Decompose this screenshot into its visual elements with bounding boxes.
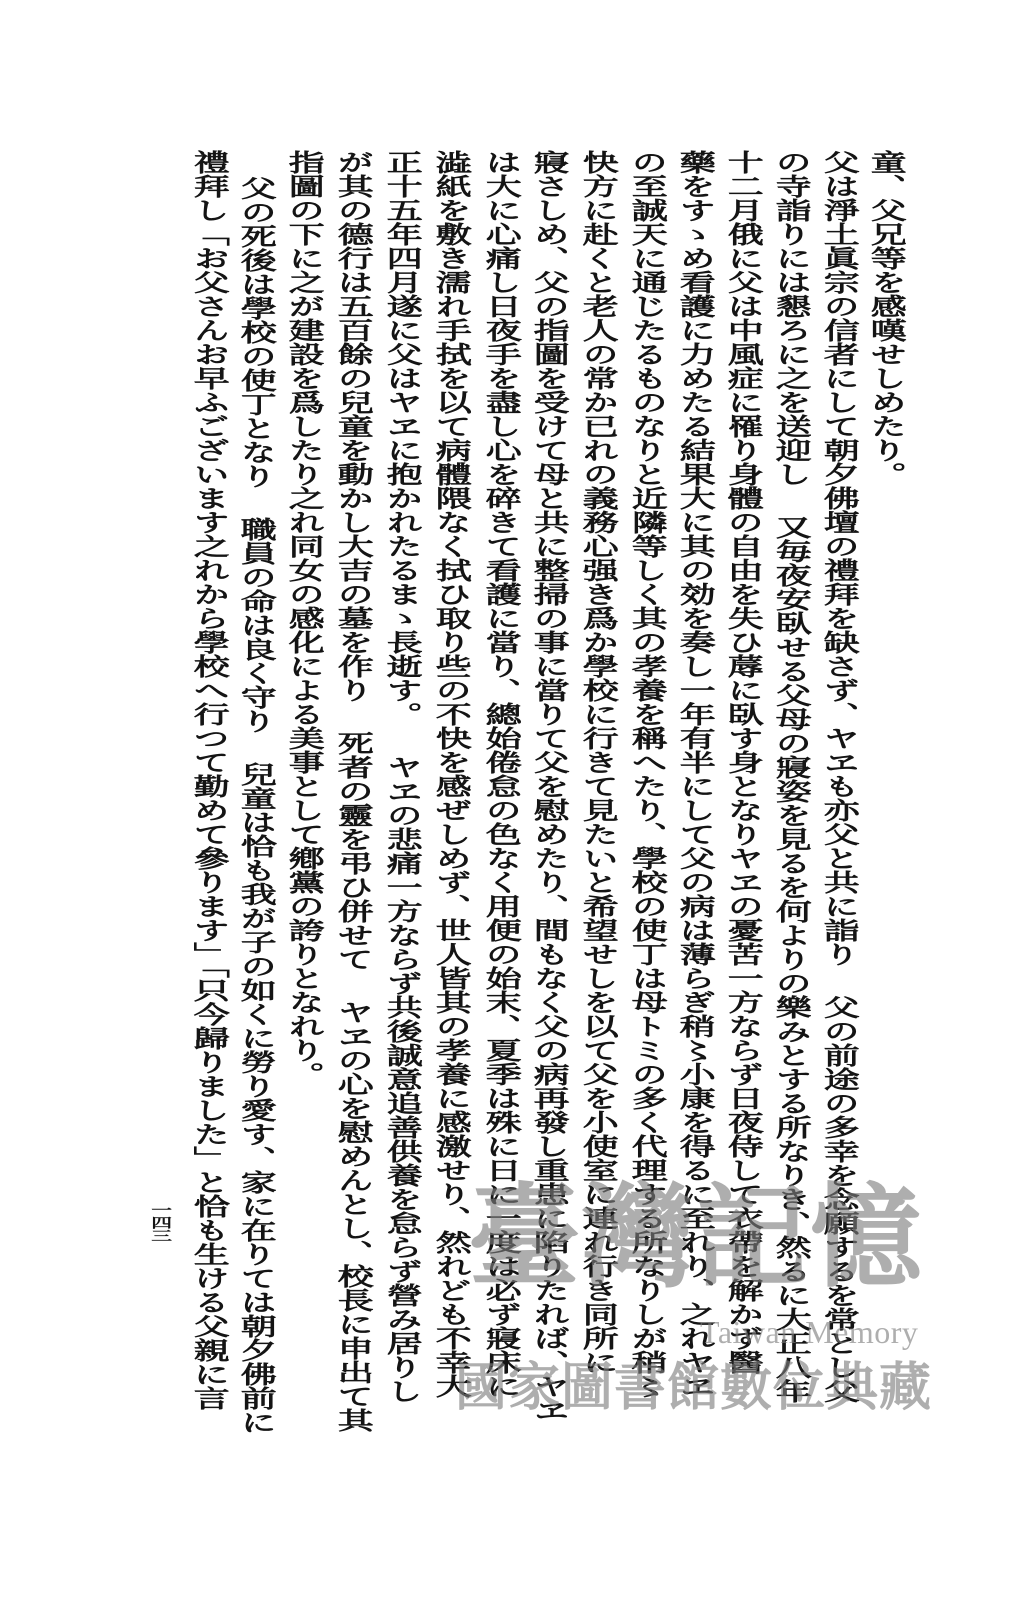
watermark-logo: 臺灣記憶 xyxy=(468,1172,924,1303)
text-column-indented: 父の死後は學校の使丁となり 職員の命は良く守り 兒童は恰も我が子の如くに勞り愛す、家に在りては朝夕佛前に xyxy=(234,176,278,1434)
text-column: 快方に赴くと老人の常か已れの義務心强き爲か學校に行きて見たいと希望せしを以て父を小使室に連れ行き同所に xyxy=(576,150,620,1374)
text-column: 寢さしめ、父の指圖を受けて母と共に整掃の事に當りて父を慰めたり、間もなく父の病再發し重患に陷りたれば、ヤヱ xyxy=(527,150,571,1422)
text-column: 童、父兄等を感嘆せしめたり。 xyxy=(864,150,908,486)
watermark-english: Taiwan Memory xyxy=(700,1314,919,1350)
text-column: 藥をすゝめ看護に力めたる結果大に其の効を奏し一年有半にして父の病は薄らぎ稍〻小康を得るに至れり、之れヤヱ xyxy=(673,150,717,1398)
text-column: 十二月俄に父は中風症に罹り身體の自由を失ひ蓐に臥す身となりヤヱの憂苦一方ならず日夜侍して衣帶を解かず醫 xyxy=(721,150,765,1374)
text-column: 禮拜し「お父さんお早ふございます之れから學校へ行つて勤めて參ります」「只今歸りました」と恰も生ける父親に言 xyxy=(187,150,231,1410)
page-number: 一四三 xyxy=(146,1203,171,1242)
text-column: 澁紙を敷き濡れ手拭を以て病體隈なく拭ひ取り些の不快を感ぜしめず、世人皆其の孝養に感激せり、然れども不幸大 xyxy=(429,150,473,1398)
watermark-institution: 國家圖書館數位典藏 xyxy=(455,1358,933,1418)
text-column: が其の德行は五百餘の兒童を動かし大吉の墓を作り 死者の靈を弔ひ併せて ヤヱの心を慰めんとし、校長に申出て其 xyxy=(331,150,375,1432)
text-column: 父は淨土眞宗の信者にして朝夕佛壇の禮拜を缺さず、ヤヱも亦父と共に詣り 父の前途の多幸を念願するを常とし父 xyxy=(817,150,861,1403)
text-column: の寺詣りには懇ろに之を送迎し 又毎夜安臥せる父母の寢姿を見るを何よりの樂みとする所なりき、然るに大正八年 xyxy=(769,150,813,1403)
text-column: 正十五年四月遂に父はヤヱに抱かれたるまゝ長逝す。 ヤヱの悲痛一方ならず共後誠意追善供養を怠らず營み居りし xyxy=(380,150,424,1403)
text-column: は大に心痛し日夜手を盡し心を碎きて看護に當り、總始倦怠の色なく用便の始末、夏季は殊に日に一度は必ず寢床に xyxy=(479,150,523,1398)
text-column: の至誠天に通じたるものなりと近隣等しく其の孝養を稱へたり、學校の使丁は母トミの多く代理する所なりしが稍〻 xyxy=(625,150,669,1398)
text-column: 指圖の下に之が建設を爲したり之れ同女の感化による美事として鄕黨の誇りとなれり。 xyxy=(282,150,326,1086)
